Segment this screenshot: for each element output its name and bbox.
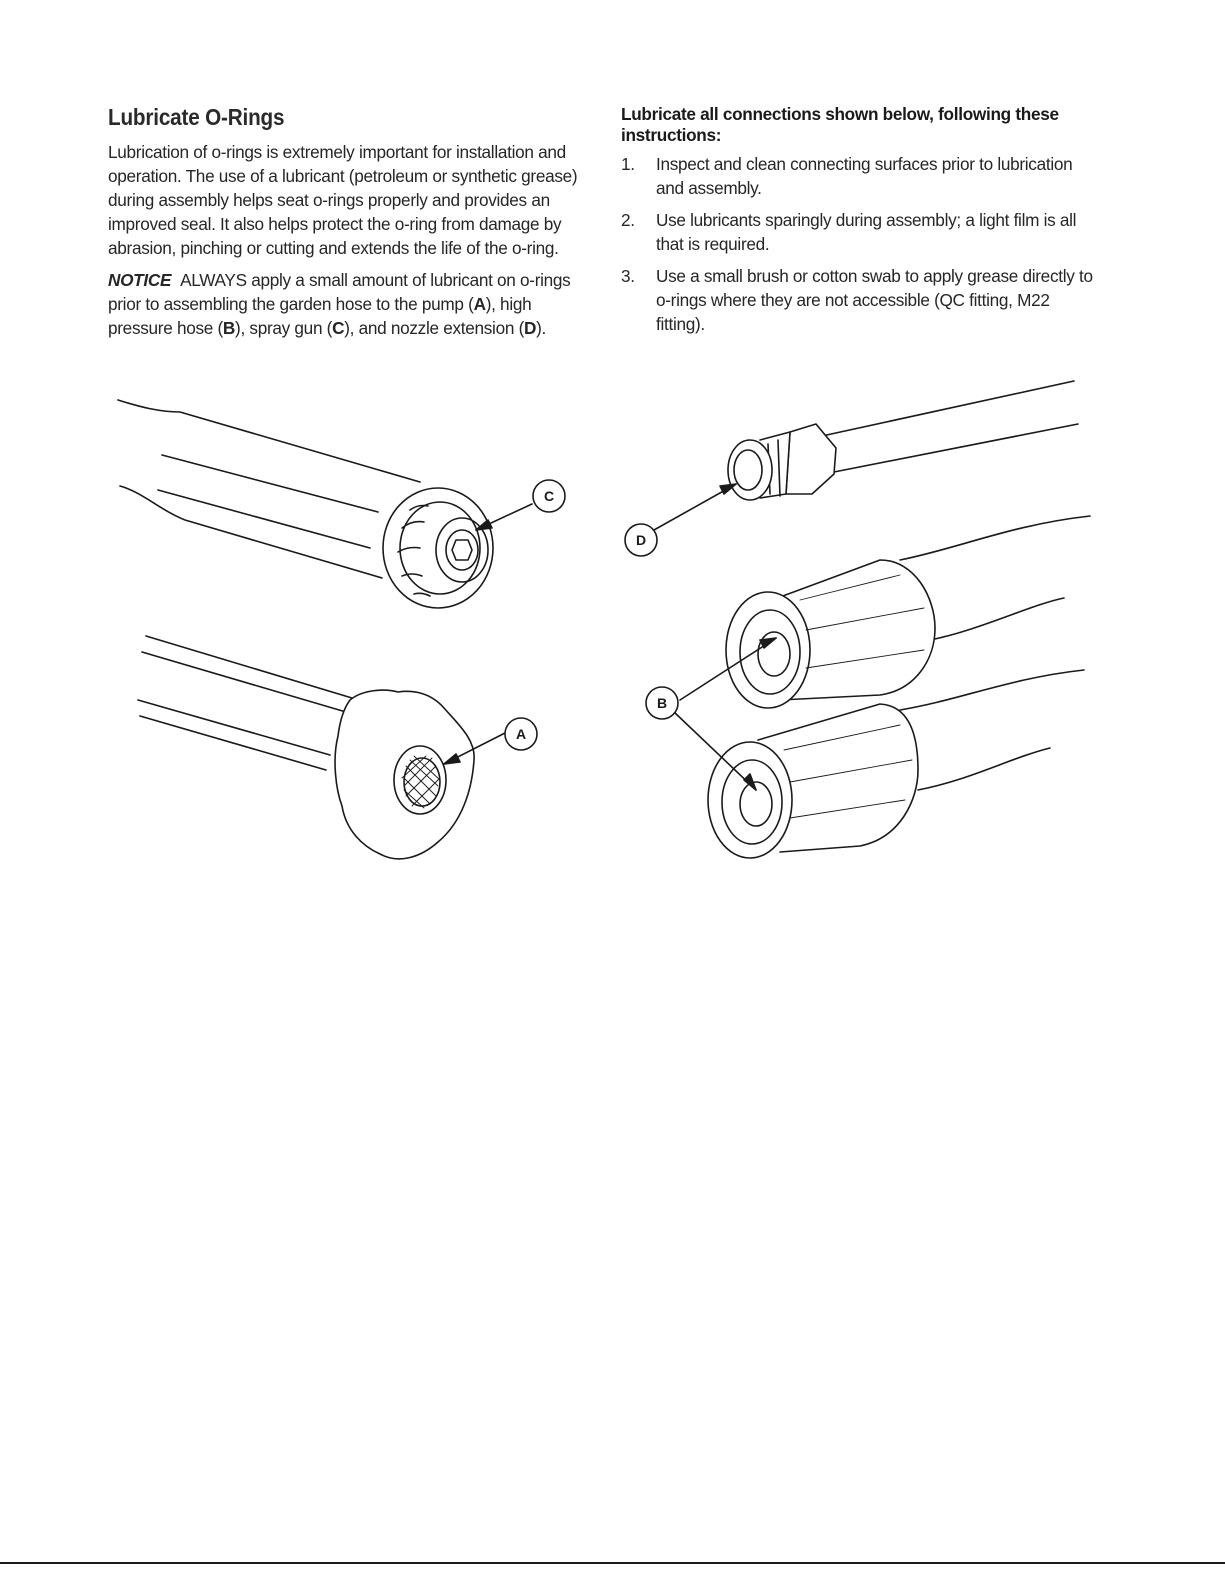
step-text: Inspect and clean connecting surfaces prior to lubrication and assembly.	[656, 154, 1073, 198]
step-text: Use a small brush or cotton swab to apply grease directly to o-rings where they are not accessible (QC fitting, M22 fitting).	[656, 266, 1093, 334]
notice-ref-d: D	[524, 318, 537, 338]
callout-b-label: B	[656, 695, 668, 711]
instruction-list	[621, 152, 1097, 336]
lubrication-paragraph: Lubrication of o-rings is extremely important for installation and operation. The use of a lubricant (petroleum or synthetic grease) during assembly helps seat o-rings properly and provides an improved seal. It also helps protect the o-ring from damage by abrasion, pinching or cutting and extends the life of the o-ring.	[108, 142, 578, 258]
callout-c	[533, 480, 565, 512]
notice-tag: NOTICE	[108, 270, 172, 290]
notice-ref-c: C	[332, 318, 345, 338]
callout-b	[646, 687, 678, 719]
instructions-heading: Lubricate all connections shown below, following these instructions:	[621, 104, 1059, 145]
spray-gun-fitting	[118, 400, 493, 608]
instruction-step	[621, 264, 1097, 336]
section-heading: Lubricate O-Rings	[108, 104, 285, 130]
right-column	[621, 104, 1097, 344]
high-pressure-hose-fittings	[708, 516, 1090, 858]
left-column	[108, 104, 596, 348]
callout-a-label: A	[515, 726, 527, 742]
notice-paragraph	[108, 268, 596, 340]
o-ring-illustration	[0, 360, 1225, 880]
callout-c-label: C	[543, 488, 555, 504]
garden-hose-fitting	[138, 636, 474, 859]
notice-text-3: ), spray gun (	[235, 318, 333, 338]
instruction-step	[621, 208, 1097, 256]
notice-text-4: ), and nozzle extension (	[344, 318, 524, 338]
step-number: 3.	[621, 266, 635, 286]
nozzle-extension-fitting	[728, 381, 1078, 500]
notice-text-5: ).	[536, 318, 547, 338]
callout-d-label: D	[635, 532, 647, 548]
instruction-step	[621, 152, 1097, 200]
notice-text-1: ALWAYS apply a small amount of lubricant on o-rings prior to assembling the garden hose to the pump (	[108, 270, 571, 314]
notice-text-2: ), high pressure hose (	[108, 294, 532, 338]
footer-rule	[0, 1562, 1225, 1564]
step-text: Use lubricants sparingly during assembly; a light film is all that is required.	[656, 210, 1077, 254]
step-number: 2.	[621, 210, 635, 230]
callout-a	[505, 718, 537, 750]
notice-ref-a: A	[473, 294, 486, 314]
step-number: 1.	[621, 154, 635, 174]
callout-d	[625, 524, 657, 556]
notice-ref-b: B	[222, 318, 236, 338]
